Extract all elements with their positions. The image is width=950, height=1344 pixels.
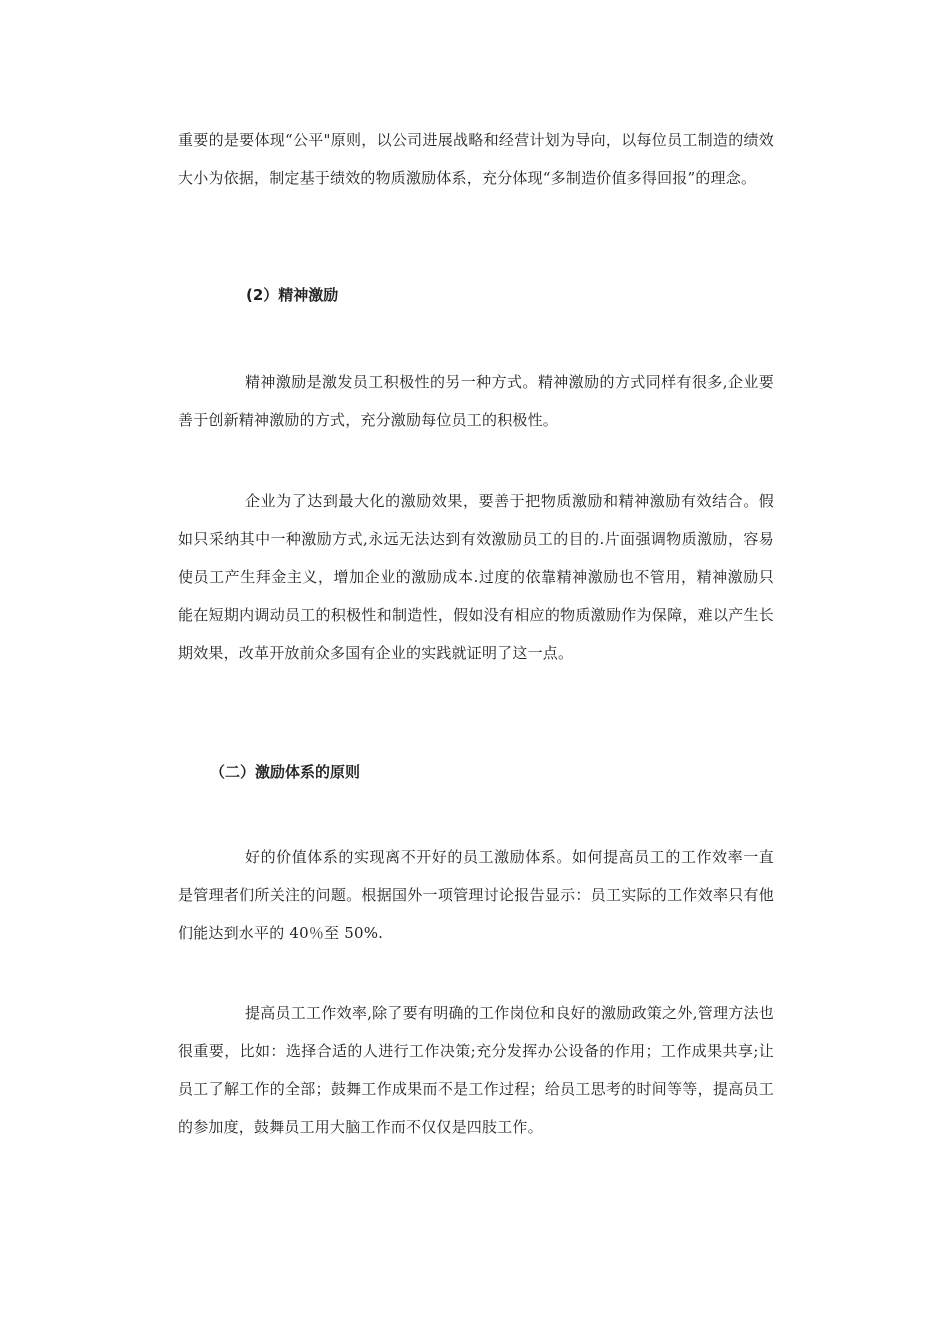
paragraph-spiritual-incentive: 精神激励是激发员工积极性的另一种方式。精神激励的方式同样有很多,企业要善于创新精神激励的方式，充分激励每位员工的积极性。 — [178, 373, 774, 429]
paragraph-fair-principle: 重要的是要体现“公平"原则，以公司进展战略和经营计划为导向，以每位员工制造的绩效大小为依据，制定基于绩效的物质激励体系，充分体现“多制造价值多得回报”的理念。 — [178, 131, 774, 187]
paragraph-combined-incentive: 企业为了达到最大化的激励效果，要善于把物质激励和精神激励有效结合。假如只采纳其中一种激励方式,永远无法达到有效激励员工的目的.片面强调物质激励，容易使员工产生拜金主义，增加企业的激励成本.过度的依靠精神激励也不管用，精神激励只能在短期内调动员工的积极性和制造性，假如没有相应的物质激励作为保障，难以产生长期效果，改革开放前众多国有企业的实践就证明了这一点。 — [178, 492, 774, 662]
heading-spiritual-incentive: (2）精神激励 — [246, 286, 339, 304]
paragraph-work-efficiency: 好的价值体系的实现离不开好的员工激励体系。如何提高员工的工作效率一直是管理者们所关注的问题。根据国外一项管理讨论报告显示：员工实际的工作效率只有他们能达到水平的 40％至 50%. — [178, 848, 774, 942]
heading-incentive-principles: （二）激励体系的原则 — [210, 763, 361, 781]
paragraph-management-methods: 提高员工工作效率,除了要有明确的工作岗位和良好的激励政策之外,管理方法也很重要，比如：选择合适的人进行工作决策;充分发挥办公设备的作用；工作成果共享;让员工了解工作的全部；鼓舞工作成果而不是工作过程；给员工思考的时间等等，提高员工的参加度，鼓舞员工用大脑工作而不仅仅是四肢工作。 — [178, 1004, 774, 1136]
